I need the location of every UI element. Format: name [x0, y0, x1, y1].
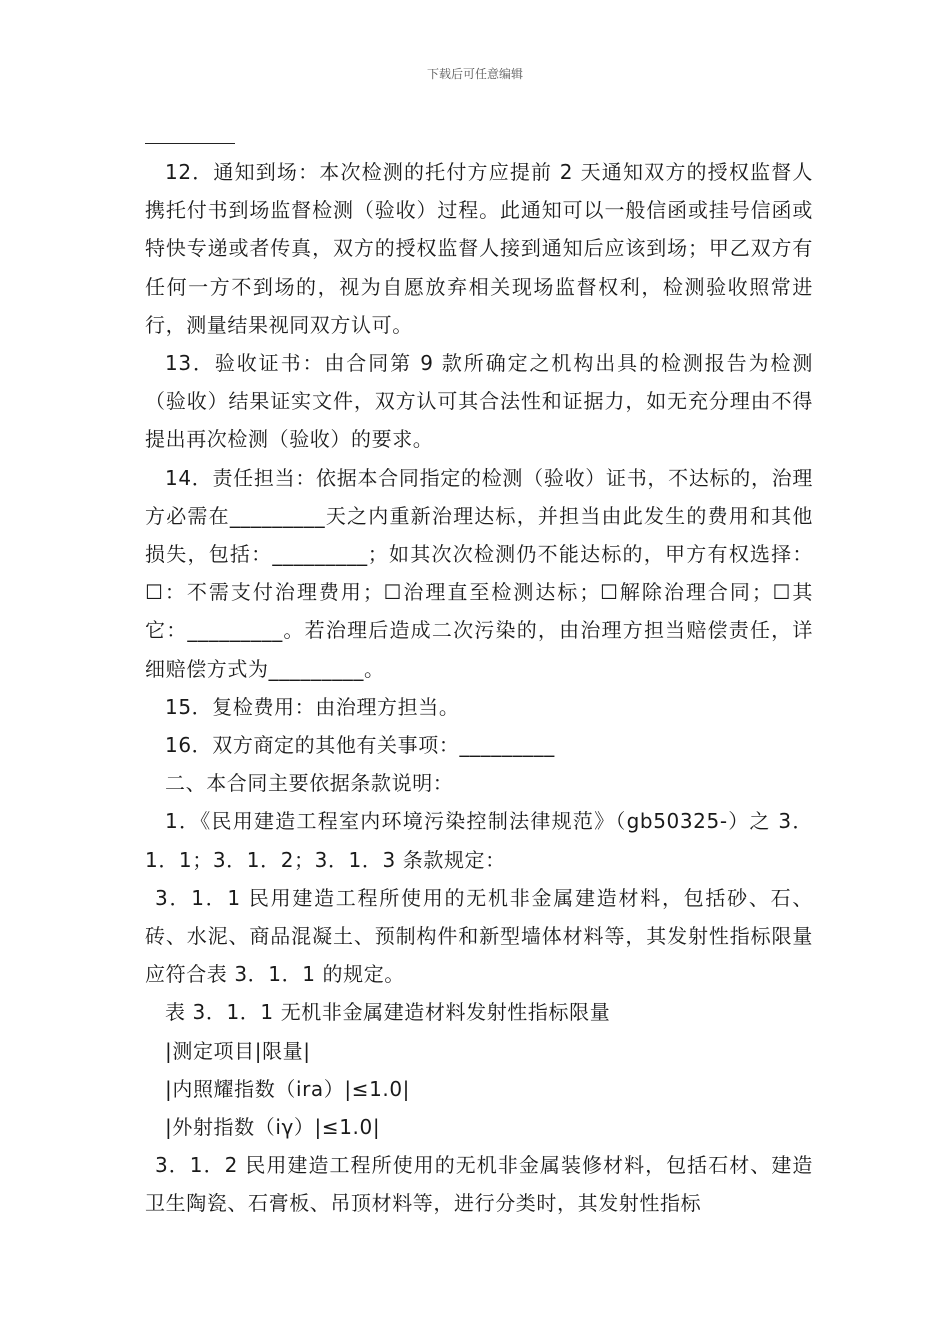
- section-2-heading: 二、本合同主要依据条款说明：: [165, 771, 454, 796]
- clause-16-other-matters: 16．双方商定的其他有关事项：_________: [165, 733, 555, 758]
- table-row-ira: |内照耀指数（ira）|≤1.0|: [165, 1076, 411, 1101]
- page-header-note: 下载后可任意编辑: [426, 67, 523, 81]
- table-caption: 表 3．1．1 无机非金属建造材料发射性指标限量: [165, 1000, 611, 1025]
- blank-fill-line: [145, 143, 235, 144]
- clause-3-1-2: 3．1．2 民用建造工程所使用的无机非金属装修材料，包括石材、建造卫生陶瓷、石膏板、吊顶材料等，进行分类时，其发射性指标: [145, 1153, 813, 1216]
- clause-14-responsibility: 14．责任担当：依据本合同指定的检测（验收）证书，不达标的，治理方必需在_________天之内重新治理达标，并担当由此发生的费用和其他损失，包括：_________；如其次次检测仍不能达标的，甲方有权选择：☐：不需支付治理费用；☐治理直至检测达标；☐解除治理合同；☐其它：_________。若治理后造成二次污染的，由治理方担当赔偿责任，详细赔偿方式为_________。: [145, 465, 813, 681]
- table-row-header: |测定项目|限量|: [165, 1038, 311, 1063]
- clause-13-acceptance-certificate: 13．验收证书：由合同第 9 款所确定之机构出具的检测报告为检测（验收）结果证实文件，双方认可其合法性和证据力，如无充分理由不得提出再次检测（验收）的要求。: [145, 351, 813, 452]
- clause-3-1-1: 3．1．1 民用建造工程所使用的无机非金属建造材料，包括砂、石、砖、水泥、商品混凝土、预制构件和新型墙体材料等，其发射性指标限量应符合表 3．1．1 的规定。: [145, 885, 813, 987]
- document-body: [145, 153, 813, 1223]
- clause-12-notification: 12．通知到场：本次检测的托付方应提前 2 天通知双方的授权监督人携托付书到场监督检测（验收）过程。此通知可以一般信函或挂号信函或特快专递或者传真，双方的授权监督人接到通知后应该到场；甲乙双方有任何一方不到场的，视为自愿放弃相关现场监督权利，检测验收照常进行，测量结果视同双方认可。: [145, 160, 813, 337]
- clause-15-recheck-fee: 15．复检费用：由治理方担当。: [165, 694, 460, 719]
- table-row-igamma: |外射指数（iγ）|≤1.0|: [165, 1115, 381, 1140]
- basis-item-1: 1．《民用建造工程室内环境污染控制法律规范》（gb50325-）之 3．1．1；3．1．2；3．1．3 条款规定：: [145, 809, 813, 872]
